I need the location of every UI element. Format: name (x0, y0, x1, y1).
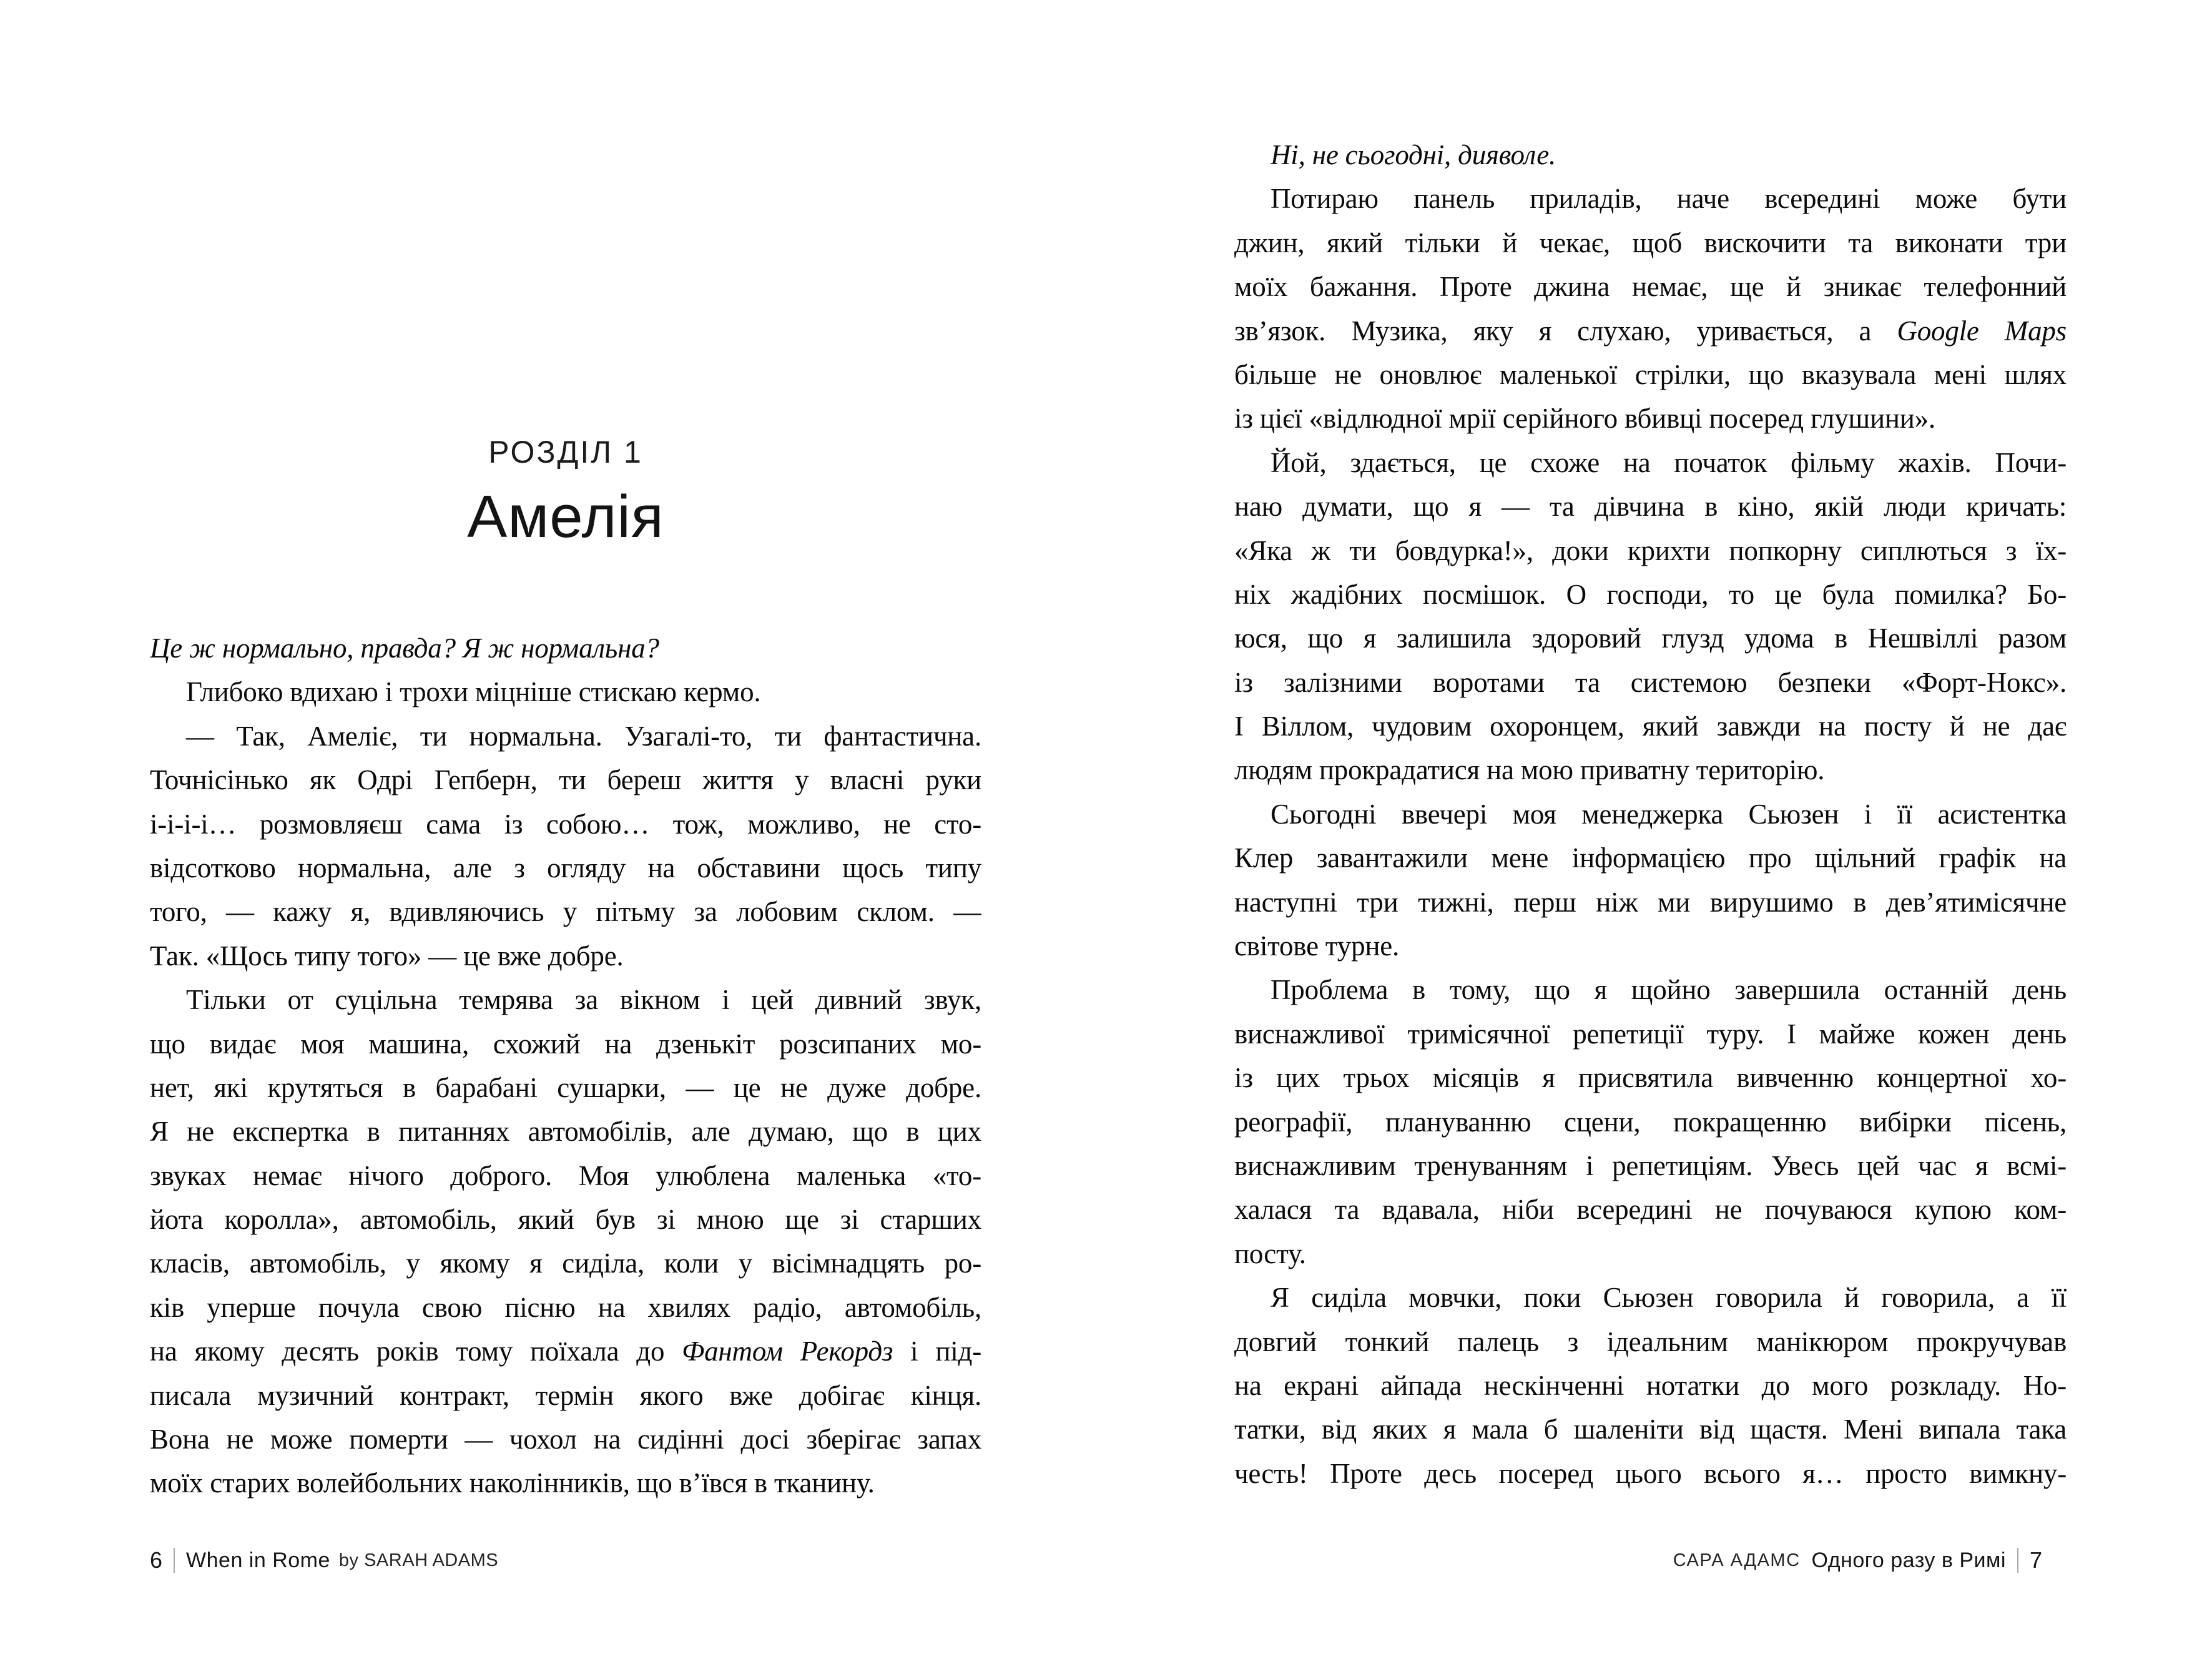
text-line: Це ж нормально, правда? Я ж нормальна? (150, 633, 659, 664)
running-byline-left: by SARAH ADAMS (338, 1550, 499, 1570)
text-line: халася та вдавала, ніби всередині не почуваюся купою ком- (1234, 1194, 2067, 1226)
text-line: Я не експертка в питаннях автомобілів, але думаю, що в цих (150, 1116, 981, 1148)
text-line: Так. «Щось типу того» — це вже добре. (150, 940, 624, 972)
footer-right (1673, 1545, 2042, 1576)
text-line: писала музичний контракт, термін якого вже добігає кінця. (150, 1379, 981, 1411)
page-number-left: 6 (150, 1547, 163, 1573)
text-line: Ні, не сьогодні, дияволе. (1271, 139, 1556, 170)
text-line: татки, від яких я мала б шаленіти від щастя. Мені випала така (1234, 1414, 2067, 1445)
text-line: людям прокрадатися на мою приватну територію. (1234, 754, 1825, 786)
text-line: виснажливої тримісячної репетиції туру. І майже кожен день (1234, 1018, 2067, 1050)
text-line: із цих трьох місяців я присвятила вивченню концертної хо- (1234, 1062, 2067, 1094)
text-line: посту. (1234, 1238, 1306, 1269)
text-line: Точнісінько як Одрі Гепберн, ти береш життя у власні руки (150, 764, 981, 796)
text-line: Глибоко вдихаю і трохи міцніше стискаю кермо. (186, 676, 761, 708)
body-text-left (150, 626, 981, 1505)
running-author-right: САРА АДАМС (1673, 1550, 1801, 1570)
text-line: класів, автомобіль, у якому я сиділа, коли у вісімнадцять ро- (150, 1248, 981, 1279)
text-line: зв’язок. Музика, яку я слухаю, уривається, а Google Maps (1234, 315, 2067, 347)
text-line: що видає моя машина, схожий на дзенькіт розсипаних мо- (150, 1028, 981, 1060)
footer-divider (2017, 1548, 2018, 1573)
text-line: ніх жадібних посмішок. О господи, то це була помилка? Бо- (1234, 578, 2067, 610)
text-line: ків уперше почула свою пісню на хвилях радіо, автомобіль, (150, 1291, 981, 1323)
text-line: — Так, Амеліє, ти нормальна. Узагалі-то, ти фантастична. (186, 720, 981, 752)
text-line: І Віллом, чудовим охоронцем, який завжди на посту й не дає (1234, 711, 2067, 742)
footer-divider (174, 1548, 175, 1573)
text-line: більше не оновлює маленької стрілки, що вказувала мені шлях (1234, 358, 2067, 390)
text-line: наю думати, що я — та дівчина в кіно, якій люди кричать: (1234, 491, 2067, 523)
running-title-right: Одного разу в Римі (1811, 1548, 2006, 1572)
page-number-right: 7 (2029, 1547, 2042, 1573)
body-text-right (1234, 133, 2067, 1495)
text-line: нет, які крутяться в барабані сушарки, — це не дуже добре. (150, 1071, 981, 1103)
text-line: на якому десять років тому поїхала до Фантом Рекордз і під- (150, 1336, 981, 1367)
text-line: із залізними воротами та системою безпеки «Форт-Нокс». (1234, 666, 2067, 698)
text-line: відсотково нормальна, але з огляду на обставини щось типу (150, 852, 981, 884)
text-line: того, — кажу я, вдивляючись у пітьму за лобовим склом. — (150, 896, 981, 928)
text-line: і-і-і-і… розмовляєш сама із собою… тож, можливо, не сто- (150, 808, 981, 840)
text-line: Сьогодні ввечері моя менеджерка Сьюзен і її асистентка (1271, 798, 2067, 830)
chapter-kicker: РОЗДІЛ 1 (488, 435, 643, 470)
text-line: честь! Проте десь посеред цього всього я… просто вимкну- (1234, 1457, 2067, 1489)
text-line: Клер завантажили мене інформацією про щільний графік на (1234, 842, 2067, 874)
text-line: моїх старих волейбольних наколінників, що в’ївся в тканину. (150, 1467, 875, 1499)
text-line: світове турне. (1234, 930, 1400, 962)
chapter-title: Амелія (467, 483, 664, 550)
text-line: Тільки от суцільна темрява за вікном і цей дивний звук, (186, 984, 981, 1016)
text-line: на екрані айпада нескінченні нотатки до мого розкладу. Но- (1234, 1369, 2067, 1401)
text-line: із цієї «відлюдної мрії серійного вбивці посеред глушини». (1234, 403, 1935, 435)
text-line: Я сиділа мовчки, поки Сьюзен говорила й говорила, а її (1271, 1282, 2067, 1314)
text-line: Потираю панель приладів, наче всередині може бути (1271, 183, 2067, 215)
footer-left (150, 1545, 498, 1576)
text-line: звуках немає нічого доброго. Моя улюблена маленька «то- (150, 1159, 981, 1191)
text-line: реографії, плануванню сцени, покращенню вибірки пісень, (1234, 1106, 2067, 1138)
text-line: «Яка ж ти бовдурка!», доки крихти попкорну сиплються з їх- (1234, 534, 2067, 566)
text-line: довгий тонкий палець з ідеальним манікюром прокручував (1234, 1326, 2067, 1357)
text-line: йота королла», автомобіль, який був зі мною ще зі старших (150, 1204, 981, 1236)
text-line: Проблема в тому, що я щойно завершила останній день (1271, 974, 2067, 1006)
text-line: Йой, здається, це схоже на початок фільму жахів. Почи- (1271, 446, 2067, 478)
text-line: виснажливим тренуванням і репетиціям. Увесь цей час я всмі- (1234, 1149, 2067, 1181)
text-line: юся, що я залишила здоровий глузд удома в Нешвіллі разом (1234, 623, 2067, 654)
text-line: моїх бажання. Проте джина немає, ще й зникає телефонний (1234, 271, 2067, 303)
text-line: наступні три тижні, перш ніж ми вирушимо в дев’ятимісячне (1234, 886, 2067, 918)
text-line: Вона не може померти — чохол на сидінні досі зберігає запах (150, 1424, 981, 1455)
running-title-left: When in Rome (186, 1548, 330, 1572)
text-line: джин, який тільки й чекає, щоб вискочити та виконати три (1234, 227, 2067, 258)
